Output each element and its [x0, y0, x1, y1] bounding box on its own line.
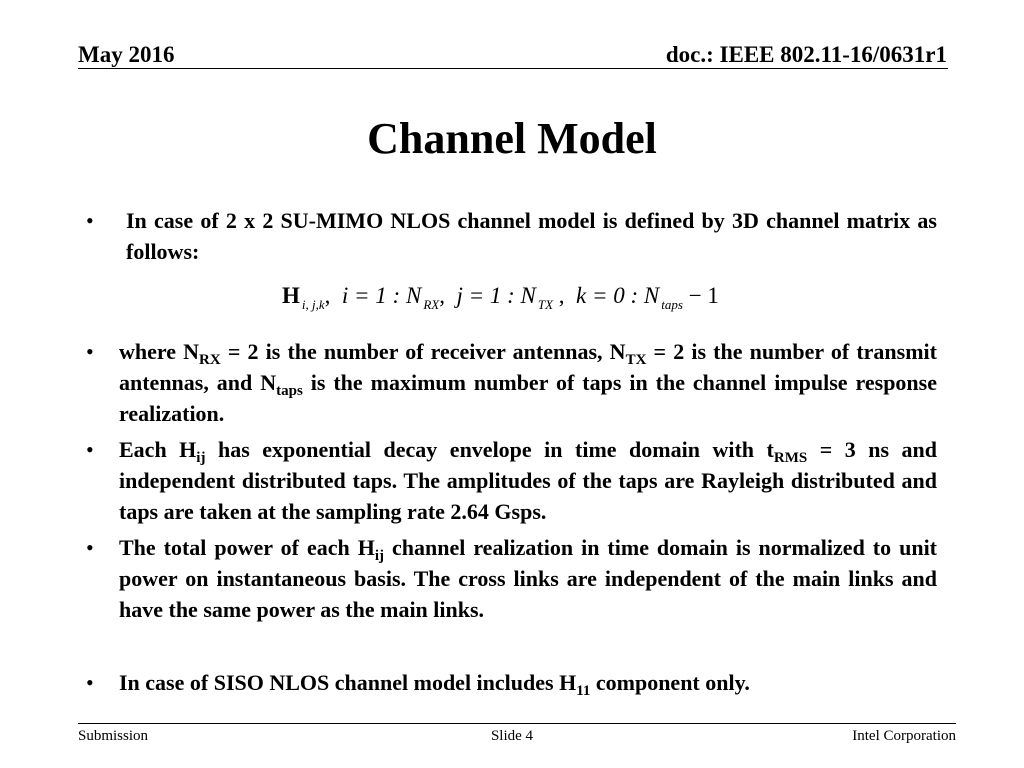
bullet-text: In case of SISO NLOS channel model includes $H_{11}$ component only.	[119, 670, 750, 699]
eq-sep: ,	[439, 283, 445, 308]
bullet-dot-icon: •	[86, 208, 94, 233]
header-divider	[78, 68, 948, 69]
eq-k-tail: − 1	[682, 283, 719, 308]
header-date: May 2016	[78, 42, 175, 67]
eq-k-sub: taps	[661, 297, 683, 312]
eq-k-range: k = 0 : N	[576, 283, 660, 308]
bullet-item-2	[78, 336, 937, 429]
footer-divider	[78, 723, 956, 724]
bullet-item-5	[78, 667, 937, 698]
header-doc-id: doc.: IEEE 802.11-16/0631r1	[665, 42, 947, 67]
eq-symbol: H	[282, 283, 300, 308]
footer-slide-number: Slide 4	[490, 728, 534, 744]
bullet-text: where $N_{RX} = 2$ is the number of receiver antennas, $N_{TX} = 2$ is the number of transmit antennas, and $N_{taps}$ is the maximum number of taps in the channel impulse response realization.	[119, 339, 937, 426]
bullet-item-4	[78, 532, 937, 625]
slide-title: Channel Model	[367, 114, 657, 163]
bullet-dot-icon: •	[86, 670, 94, 695]
eq-i-range: i = 1 : N	[341, 283, 422, 308]
eq-j-range: j = 1 : N	[456, 283, 536, 308]
bullet-item-3	[78, 434, 937, 527]
footer-organization: Intel Corporation	[852, 728, 956, 744]
bullet-item-1	[78, 205, 937, 267]
bullet-text: The total power of each $H_{ij}$ channel realization in time domain is normalized to unit power on instantaneous basis. The cross links are independent of the main links and have the same power as the main links.	[119, 535, 938, 622]
bullet-dot-icon: •	[86, 535, 94, 560]
bullet-text: Each $H_{ij}$ has exponential decay envelope in time domain with $t_{RMS} = 3$ ns and independent distributed taps. The amplitudes of the taps are Rayleigh distributed and taps are taken at the sampling rate 2.64 Gsps.	[119, 437, 937, 524]
bullet-text: In case of 2 x 2 SU-MIMO NLOS channel model is defined by 3D channel matrix as follows:	[126, 208, 937, 264]
eq-sep: ,	[558, 283, 565, 308]
eq-symbol-sub: i, j,k	[301, 297, 325, 312]
bullet-dot-icon: •	[86, 339, 94, 364]
eq-i-sub: RX	[423, 297, 440, 312]
eq-j-sub: TX	[537, 297, 554, 312]
channel-matrix-equation	[282, 283, 719, 312]
footer-submission: Submission	[78, 728, 149, 744]
eq-sep: ,	[324, 283, 331, 308]
bullet-dot-icon: •	[86, 437, 94, 462]
